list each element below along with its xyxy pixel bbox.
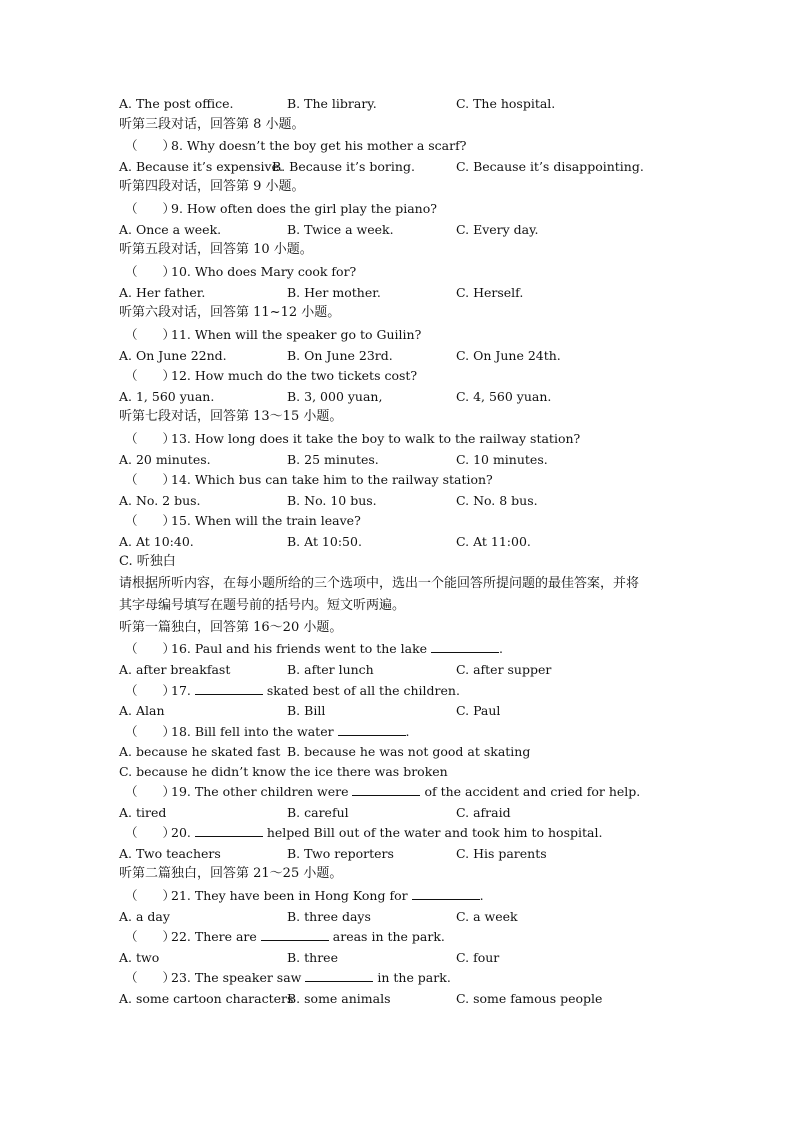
option-b: B. because he was not good at skating — [287, 744, 531, 759]
option-c: C. four — [456, 950, 500, 965]
option-a: A. Once a week. — [119, 222, 222, 237]
question-text-end: . — [405, 724, 410, 739]
answer-bracket: （ ） — [125, 138, 176, 153]
option-c: C. The hospital. — [456, 96, 556, 111]
question-text: 12. How much do the two tickets cost? — [171, 368, 418, 383]
option-c: C. some famous people — [456, 991, 603, 1006]
option-a: A. two — [119, 950, 160, 965]
question-text: 14. Which bus can take him to the railway station? — [171, 472, 493, 487]
question-text: 10. Who does Mary cook for? — [171, 264, 357, 279]
question-22 — [125, 927, 445, 947]
option-b: B. three — [287, 950, 338, 965]
answer-bracket: （ ） — [125, 368, 176, 383]
answer-bracket: （ ） — [125, 513, 176, 528]
question-text-end: in the park. — [377, 970, 451, 985]
section-heading: 听第一篇独白，回答第 16～20 小题。 — [119, 620, 343, 635]
section-heading: 听第三段对话，回答第 8 小题。 — [119, 117, 305, 132]
answer-blank[interactable] — [431, 640, 499, 653]
question-text-end: areas in the park. — [332, 929, 445, 944]
question-text: 11. When will the speaker go to Guilin? — [171, 327, 422, 342]
answer-blank[interactable] — [261, 928, 329, 941]
answer-bracket: （ ） — [125, 201, 176, 216]
answer-bracket: （ ） — [125, 327, 176, 342]
answer-blank[interactable] — [352, 783, 420, 796]
instructions-line-1: 请根据所听内容，在每小题所给的三个选项中，选出一个能回答所提问题的最佳答案，并将 — [119, 576, 640, 591]
answer-bracket: （ ） — [125, 888, 176, 903]
option-b: B. At 10:50. — [287, 534, 362, 549]
option-c: C. At 11:00. — [456, 534, 531, 549]
question-16 — [125, 639, 503, 659]
question-text: 17. — [171, 683, 191, 698]
answer-bracket: （ ） — [125, 472, 176, 487]
question-14 — [125, 470, 493, 490]
option-a: A. Her father. — [119, 285, 206, 300]
answer-blank[interactable] — [338, 723, 406, 736]
answer-bracket: （ ） — [125, 784, 176, 799]
question-13 — [125, 429, 580, 449]
option-a: A. Because it’s expensive. — [119, 159, 283, 174]
option-c: C. On June 24th. — [456, 348, 561, 363]
option-b: B. some animals — [287, 991, 391, 1006]
option-c: C. His parents — [456, 846, 547, 861]
option-b: B. Her mother. — [287, 285, 381, 300]
answer-bracket: （ ） — [125, 264, 176, 279]
answer-bracket: （ ） — [125, 970, 176, 985]
question-11 — [125, 325, 421, 345]
option-c: C. afraid — [456, 805, 511, 820]
option-b: B. Two reporters — [287, 846, 394, 861]
answer-bracket: （ ） — [125, 683, 176, 698]
section-heading: 听第四段对话，回答第 9 小题。 — [119, 179, 305, 194]
answer-blank[interactable] — [195, 682, 263, 695]
option-a: A. Alan — [119, 703, 165, 718]
question-text: 18. Bill fell into the water — [171, 724, 334, 739]
option-c: C. a week — [456, 909, 518, 924]
question-text-end: . — [499, 641, 504, 656]
option-a: A. after breakfast — [119, 662, 231, 677]
part-heading: C. 听独白 — [119, 554, 176, 569]
answer-bracket: （ ） — [125, 431, 176, 446]
question-text-end: skated best of all the children. — [266, 683, 460, 698]
option-a: A. 20 minutes. — [119, 452, 211, 467]
question-text: 23. The speaker saw — [171, 970, 302, 985]
option-a: A. No. 2 bus. — [119, 493, 201, 508]
option-b: B. On June 23rd. — [287, 348, 393, 363]
question-text: 13. How long does it take the boy to walk to the railway station? — [171, 431, 581, 446]
answer-bracket: （ ） — [125, 641, 176, 656]
question-text: 22. There are — [171, 929, 257, 944]
question-text: 9. How often does the girl play the piano? — [171, 201, 437, 216]
answer-bracket: （ ） — [125, 825, 176, 840]
option-b: B. after lunch — [287, 662, 374, 677]
option-a: A. because he skated fast — [119, 744, 281, 759]
answer-bracket: （ ） — [125, 724, 176, 739]
section-heading: 听第二篇独白，回答第 21～25 小题。 — [119, 866, 343, 881]
question-text-end: helped Bill out of the water and took him to hospital. — [266, 825, 603, 840]
option-c: C. Every day. — [456, 222, 539, 237]
instructions-line-2: 其字母编号填写在题号前的括号内。短文听两遍。 — [119, 598, 406, 613]
option-c-line: C. because he didn’t know the ice there was broken — [119, 764, 448, 779]
question-15 — [125, 511, 361, 531]
question-8 — [125, 136, 466, 156]
question-17 — [125, 681, 460, 701]
question-text: 20. — [171, 825, 191, 840]
option-c: C. after supper — [456, 662, 552, 677]
question-text: 15. When will the train leave? — [171, 513, 361, 528]
option-b: B. Twice a week. — [287, 222, 394, 237]
option-b: B. careful — [287, 805, 349, 820]
option-b: B. The library. — [287, 96, 377, 111]
question-9 — [125, 199, 437, 219]
answer-blank[interactable] — [305, 969, 373, 982]
option-a: A. Two teachers — [119, 846, 221, 861]
option-c: C. 4, 560 yuan. — [456, 389, 552, 404]
option-c: C. Paul — [456, 703, 501, 718]
question-text: 21. They have been in Hong Kong for — [171, 888, 408, 903]
question-20 — [125, 823, 602, 843]
question-21 — [125, 886, 484, 906]
option-b: B. No. 10 bus. — [287, 493, 377, 508]
option-a: A. some cartoon characters — [119, 991, 294, 1006]
option-a: A. 1, 560 yuan. — [119, 389, 215, 404]
answer-bracket: （ ） — [125, 929, 176, 944]
option-c: C. Because it’s disappointing. — [456, 159, 644, 174]
answer-blank[interactable] — [412, 887, 480, 900]
section-heading: 听第六段对话，回答第 11~12 小题。 — [119, 305, 341, 320]
question-19 — [125, 782, 640, 802]
question-text: 19. The other children were — [171, 784, 349, 799]
option-c: C. No. 8 bus. — [456, 493, 538, 508]
answer-blank[interactable] — [195, 824, 263, 837]
section-heading: 听第七段对话，回答第 13～15 小题。 — [119, 409, 343, 424]
question-text-end: . — [479, 888, 484, 903]
question-18 — [125, 722, 410, 742]
option-b: B. 3, 000 yuan, — [287, 389, 383, 404]
option-b: B. 25 minutes. — [287, 452, 379, 467]
option-b: B. Bill — [287, 703, 326, 718]
option-a: A. On June 22nd. — [119, 348, 227, 363]
question-text-end: of the accident and cried for help. — [424, 784, 641, 799]
question-12 — [125, 366, 417, 386]
question-text: 8. Why doesn’t the boy get his mother a scarf? — [171, 138, 467, 153]
option-b: B. three days — [287, 909, 371, 924]
question-text: 16. Paul and his friends went to the lake — [171, 641, 428, 656]
option-a: A. tired — [119, 805, 167, 820]
question-23 — [125, 968, 451, 988]
option-a: A. a day — [119, 909, 170, 924]
section-heading: 听第五段对话，回答第 10 小题。 — [119, 242, 313, 257]
question-10 — [125, 262, 356, 282]
option-a: A. At 10:40. — [119, 534, 194, 549]
option-c: C. Herself. — [456, 285, 524, 300]
option-a: A. The post office. — [119, 96, 234, 111]
option-c: C. 10 minutes. — [456, 452, 548, 467]
option-b: B. Because it’s boring. — [272, 159, 415, 174]
